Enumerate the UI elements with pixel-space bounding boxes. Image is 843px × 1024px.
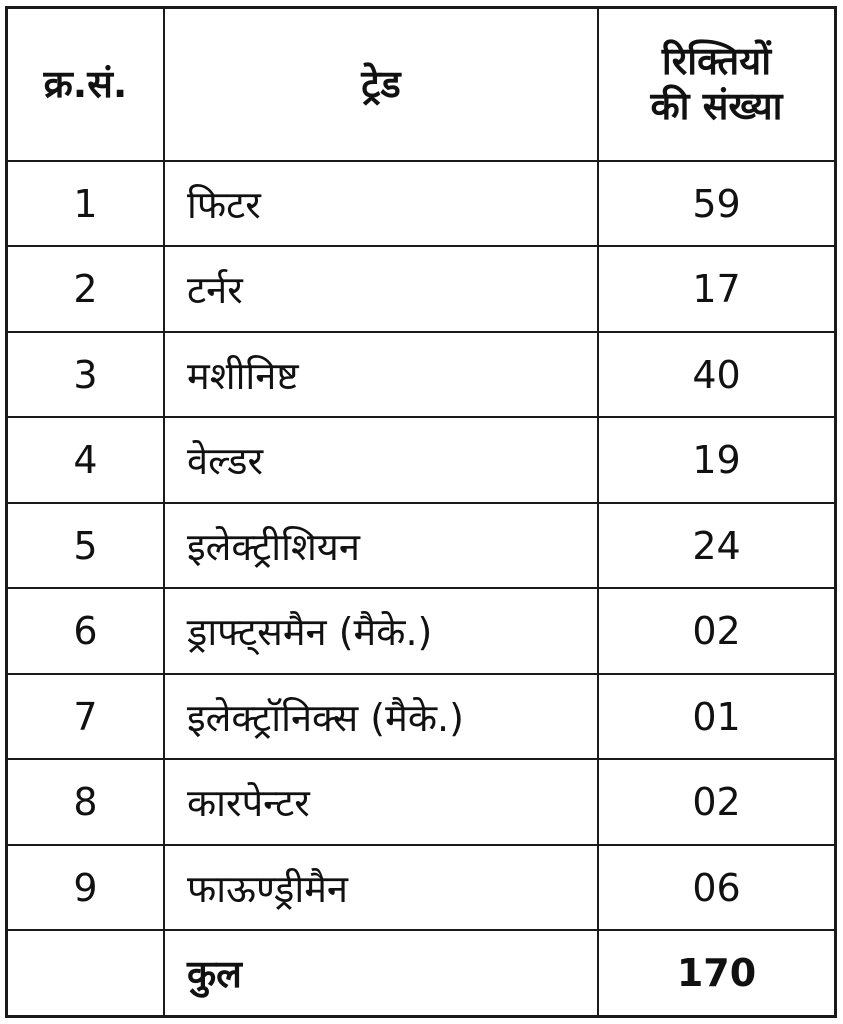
serial-cell: 4 — [7, 417, 165, 503]
total-row — [7, 930, 836, 1016]
table-row — [7, 332, 836, 418]
table-row — [7, 503, 836, 589]
serial-cell: 7 — [7, 674, 165, 760]
table-row — [7, 588, 836, 674]
count-cell: 40 — [598, 332, 836, 418]
total-serial-cell — [7, 930, 165, 1016]
serial-cell: 5 — [7, 503, 165, 589]
table-row — [7, 759, 836, 845]
serial-cell: 2 — [7, 246, 165, 332]
table-row — [7, 417, 836, 503]
trade-cell: फिटर — [164, 161, 598, 247]
count-cell: 06 — [598, 845, 836, 931]
table-row — [7, 845, 836, 931]
trade-cell: ड्राफ्ट्समैन (मैके.) — [164, 588, 598, 674]
count-cell: 02 — [598, 588, 836, 674]
serial-cell: 9 — [7, 845, 165, 931]
trade-cell: वेल्डर — [164, 417, 598, 503]
total-label: कुल — [164, 930, 598, 1016]
header-trade: ट्रेड — [164, 8, 598, 161]
header-row — [7, 8, 836, 161]
table-row — [7, 674, 836, 760]
trade-cell: फाऊण्ड्रीमैन — [164, 845, 598, 931]
count-cell: 19 — [598, 417, 836, 503]
serial-cell: 1 — [7, 161, 165, 247]
serial-cell: 8 — [7, 759, 165, 845]
count-cell: 17 — [598, 246, 836, 332]
table-row — [7, 246, 836, 332]
count-cell: 59 — [598, 161, 836, 247]
count-cell: 01 — [598, 674, 836, 760]
vacancy-table — [5, 6, 837, 1018]
header-vacancies-line2: की संख्या — [650, 84, 783, 129]
table-row — [7, 161, 836, 247]
serial-cell: 3 — [7, 332, 165, 418]
count-cell: 02 — [598, 759, 836, 845]
header-vacancies — [598, 8, 836, 161]
header-vacancies-line1: रिक्तियों — [661, 38, 772, 83]
trade-cell: मशीनिष्ट — [164, 332, 598, 418]
header-serial: क्र.सं. — [7, 8, 165, 161]
total-count: 170 — [598, 930, 836, 1016]
serial-cell: 6 — [7, 588, 165, 674]
trade-cell: टर्नर — [164, 246, 598, 332]
trade-cell: कारपेन्टर — [164, 759, 598, 845]
count-cell: 24 — [598, 503, 836, 589]
trade-cell: इलेक्ट्रॉनिक्स (मैके.) — [164, 674, 598, 760]
trade-cell: इलेक्ट्रीशियन — [164, 503, 598, 589]
